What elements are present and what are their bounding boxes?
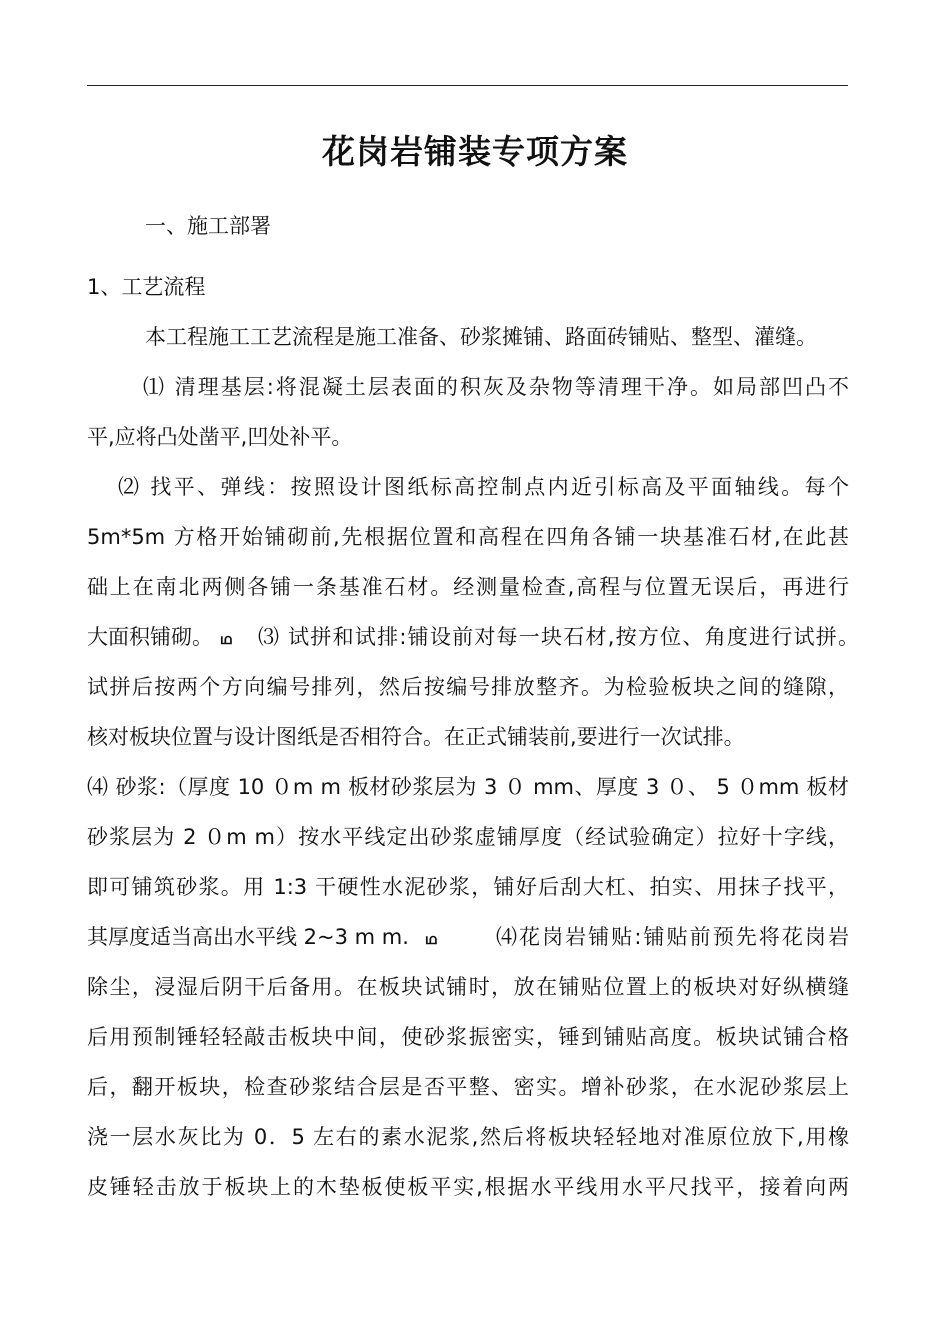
paragraph-line: 试拼后按两个方向编号排列，然后按编号排放整齐。为检验板块之间的缝隙， — [87, 675, 849, 699]
paragraph-line: 本工程施工工艺流程是施工准备、砂浆摊铺、路面砖铺贴、整型、灌缝。 — [145, 325, 817, 349]
header-rule — [87, 85, 848, 86]
paragraph-line: 砂浆层为 2 ０m m）按水平线定出砂浆虚铺厚度（经试验确定）拉好十字线， — [87, 825, 849, 849]
paragraph-line: ⑵ 找平、弹线：按照设计图纸标高控制点内近引标高及平面轴线。每个 — [118, 475, 849, 499]
paragraph-line: ⑷花岗岩铺贴:铺贴前预先将花岗岩 — [496, 925, 849, 949]
paragraph-line: 平,应将凸处凿平,凹处补平。 — [87, 425, 353, 449]
paragraph-line: 大面积铺砌。 — [87, 625, 213, 649]
paragraph-line: 后用预制锤轻轻敲击板块中间，使砂浆振密实，锤到铺贴高度。板块试铺合格 — [87, 1025, 849, 1049]
paragraph-line: 即可铺筑砂浆。用 1:3 干硬性水泥砂浆，铺好后刮大杠、拍实、用抹子找平， — [87, 875, 849, 899]
paragraph-line: 础上在南北两侧各铺一条基准石材。经测量检查,高程与位置无误后，再进行 — [87, 575, 849, 599]
paragraph-line: 其厚度适当高出水平线 2~3 m m. — [87, 925, 409, 949]
paragraph-line: 5m*5m 方格开始铺砌前,先根据位置和高程在四角各铺一块基准石材,在此甚 — [87, 525, 849, 549]
paragraph-line: 后，翻开板块，检查砂浆结合层是否平整、密实。增补砂浆，在水泥砂浆层上 — [87, 1075, 849, 1099]
paragraph-line: 核对板块位置与设计图纸是否相符合。在正式铺装前,要进行一次试排。 — [87, 725, 745, 749]
paragraph-line: 浇一层水灰比为 0．5 左右的素水泥浆,然后将板块轻轻地对准原位放下,用橡 — [87, 1125, 849, 1149]
subsection-heading: 1、工艺流程 — [87, 275, 206, 299]
paragraph-line: ⑶ 试拼和试排:铺设前对每一块石材,按方位、角度进行试拼。 — [258, 625, 859, 649]
paragraph-mark-icon: ഥ — [220, 632, 232, 648]
paragraph-mark-icon: ഥ — [425, 932, 437, 948]
paragraph-line: ⑷ 砂浆:（厚度 10 ０m m 板材砂浆层为 3 ０ mm、厚度 3 ０、 5 ０mm 板材 — [87, 775, 849, 799]
paragraph-line: 除尘，浸湿后阴干后备用。在板块试铺时，放在铺贴位置上的板块对好纵横缝 — [87, 975, 849, 999]
document-title: 花岗岩铺装专项方案 — [322, 132, 628, 171]
section-heading: 一、施工部署 — [145, 214, 271, 238]
paragraph-line: ⑴ 清理基层:将混凝土层表面的积灰及杂物等清理干净。如局部凹凸不 — [143, 375, 849, 399]
paragraph-line: 皮锤轻击放于板块上的木垫板使板平实,根据水平线用水平尺找平，接着向两 — [87, 1175, 849, 1199]
